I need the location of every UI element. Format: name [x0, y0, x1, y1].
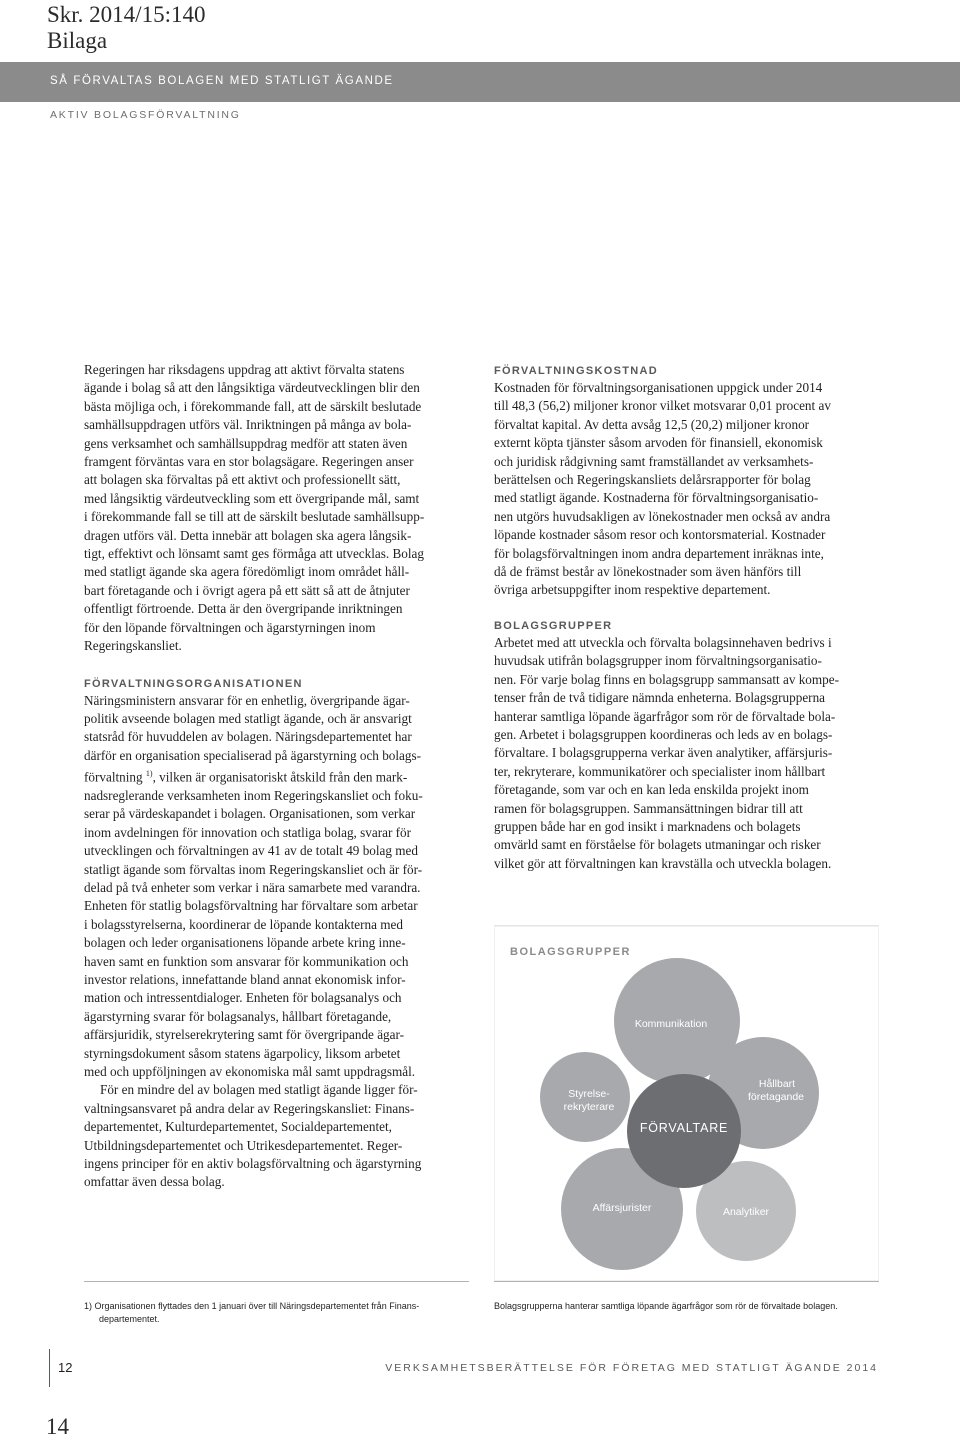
section-title: SÅ FÖRVALTAS BOLAGEN MED STATLIGT ÄGANDE — [50, 75, 394, 87]
text-line: i bolagsstyrelserna, koordinerar de löpande kontakterna med — [84, 916, 403, 932]
text-line: att bolagen ska förvaltas på ett aktivt och professionellt sätt, — [84, 472, 401, 488]
figure-divider — [494, 1281, 879, 1282]
text-line: mation och intressentdialoger. Enheten för bolagsanalys och — [84, 990, 402, 1006]
left-column — [84, 361, 469, 1192]
text-line: med statligt ägande. Kostnaderna för förvaltningsorganisatio- — [494, 490, 819, 506]
heading-forvaltningsorganisationen: FÖRVALTNINGSORGANISATIONEN — [84, 677, 303, 690]
bottom-page-number: 14 — [46, 1414, 69, 1439]
text-line: Arbetet med att utveckla och förvalta bolagsinnehaven bedrivs i — [494, 634, 832, 650]
text-line: förvaltare. I bolagsgrupperna verkar även analytiker, affärsjuris- — [494, 745, 833, 761]
text-line: gruppen både har en god insikt i marknadens och bolagets — [494, 818, 801, 834]
label-affarsjurister: Affärsjurister — [592, 1202, 652, 1214]
text-line: då de främst består av lönekostnader som även hänförs till — [494, 564, 802, 580]
text-line: För en mindre del av bolagen med statligt ägande ligger för- — [100, 1082, 418, 1098]
heading-forvaltningskostnad: FÖRVALTNINGSKOSTNAD — [494, 365, 659, 377]
footnote — [84, 1300, 469, 1326]
footnote-text: Organisationen flyttades den 1 januari över till Näringsdepartementet från Finans- — [94, 1301, 420, 1311]
text-line: gens verksamhet och samhällsuppdrag medför att staten även — [84, 435, 408, 451]
page-number: 12 — [58, 1360, 73, 1375]
cost-paragraph — [494, 379, 879, 600]
bolagsgrupper-diagram — [494, 926, 879, 1282]
text-line: löpande kostnader såsom resor och kontorsmaterial. Kostnader — [494, 527, 826, 543]
text-line: huvudsak utifrån bolagsgrupper inom förvaltningsorganisatio- — [494, 653, 822, 669]
text-line: till 48,3 (56,2) miljoner kronor vilket motsvarar 0,01 procent av — [494, 398, 831, 414]
text-line: med långsiktig värdeutveckling som ett övergripande mål, samt — [84, 490, 420, 506]
text-line: med och uppföljningen av ekonomiska mål samt uppdragsmål. — [84, 1064, 416, 1080]
text-line: Kostnaden för förvaltningsorganisationen uppgick under 2014 — [494, 380, 823, 395]
text-line: gen. Arbetet i bolagsgruppen koordineras och leds av en bolags- — [494, 726, 833, 742]
text-line: omvärld samt en förståelse för bolagets utmaningar och risker — [494, 837, 821, 853]
label-analytiker: Analytiker — [722, 1206, 770, 1218]
footnote-marker: 1) — [145, 769, 153, 779]
reference-label: Bilaga — [47, 28, 108, 53]
text-line: bästa möjliga och, i förekommande fall, att de särskilt beslutade — [84, 398, 422, 414]
text-line: ramen för bolagsgruppen. Sammansättningen bidrar till att — [494, 800, 803, 816]
text-line: ägande i bolag så att den långsiktiga värdeutvecklingen blir den — [84, 380, 420, 396]
text-line: serar på värdeskapandet i bolagen. Organisationen, som verkar — [84, 806, 416, 822]
text-line: framgent förväntas vara en stor bolagsägare. Regeringen anser — [84, 454, 414, 470]
text-line: politik avseende bolagen med statligt ägande, och är ansvarigt — [84, 710, 412, 726]
text-line: tigt, effektivt och lönsamt samt ges förmåga att utvecklas. Bolag — [84, 546, 424, 562]
text-line: Enheten för statlig bolagsförvaltning har förvaltare som arbetar — [84, 898, 418, 914]
text-line: ägarstyrning svarar för bolagsanalys, hållbart företagande, — [84, 1008, 392, 1024]
label-styrelse-line1: Styrelse- — [568, 1088, 610, 1100]
label-forvaltare: FÖRVALTARE — [639, 1121, 729, 1135]
text-line: haven samt en funktion som ansvarar för kommunikation och — [84, 953, 409, 969]
footnote-number: 1) — [84, 1301, 93, 1311]
text-line: Regeringen har riksdagens uppdrag att aktivt förvalta statens — [84, 362, 405, 377]
text-line: berättelsen och Regeringskansliets delårsrapporter för bolag — [494, 472, 811, 488]
label-styrelse-line2: rekryterare — [563, 1101, 615, 1113]
text-line: dragen utförs väl. Detta innebär att bolagen ska agera långsik- — [84, 527, 412, 543]
intro-paragraph — [84, 361, 469, 656]
text-line: ter, rekryterare, kommunikatörer och specialister inom hållbart — [494, 763, 826, 779]
label-hallbart-line1: Hållbart — [758, 1078, 796, 1090]
text-line: samhällsuppdragen utförs väl. Inriktningen på många av bola- — [84, 417, 412, 433]
right-column — [494, 363, 879, 873]
text-line: utvecklingen och förvaltningen av 41 av de totalt 49 bolag med — [84, 843, 418, 859]
text-line: övriga arbetsuppgifter inom respektive departement. — [494, 582, 771, 598]
text-line: i förekommande fall se till att de särskilt beslutade samhällsupp- — [84, 509, 425, 525]
text-line: Näringsministern ansvarar för en enhetlig, övergripande ägar- — [84, 692, 410, 708]
text-line: omfattar även dessa bolag. — [84, 1174, 225, 1190]
label-hallbart-line2: företagande — [747, 1091, 805, 1103]
text-line: valtningsansvaret på andra delar av Regeringskansliet: Finans- — [84, 1100, 415, 1116]
text-line: Utbildningsdepartementet och Utrikesdepartementet. Reger- — [84, 1137, 403, 1153]
text-line: investor relations, innefattande bland annat ekonomisk infor- — [84, 971, 406, 987]
footer-rule — [49, 1349, 50, 1387]
text-line: hanterar samtliga löpande ägarfrågor som rör de förvaltade bola- — [494, 708, 836, 724]
text-line: Regeringskansliet. — [84, 638, 182, 654]
text-line: vilket gör att förvaltningen kan kravställa och utveckla bolagen. — [494, 855, 832, 871]
organisation-paragraph — [84, 692, 469, 1082]
text-line: offentligt förtroende. Detta är den övergripande inriktningen — [84, 601, 403, 617]
text-line: externt köpta tjänster såsom arvoden för finansiell, ekonomisk — [494, 435, 823, 451]
text-line: delad på två enheter som verkar i nära samarbete med varandra. — [84, 879, 421, 895]
text-line: ingens principer för en aktiv bolagsförvaltning och ägarstyrning — [84, 1156, 422, 1172]
document-reference — [47, 2, 205, 54]
text-line: affärsjuridik, styrelserekrytering samt för övergripande ägar- — [84, 1027, 405, 1043]
text-line: med statligt ägande ska agera föredömligt inom området håll- — [84, 564, 410, 580]
text-fragment: , vilken är organisatoriskt åtskild från den mark- — [152, 769, 408, 785]
text-line: bart företagande och i övrigt agera på ett sätt så att de åtnjuter — [84, 582, 410, 598]
figure-caption: Bolagsgrupperna hanterar samtliga löpande ägarfrågor som rör de förvaltade bolagen. — [494, 1301, 838, 1311]
figure-title: BOLAGSGRUPPER — [510, 946, 631, 958]
text-line: nen utgörs huvudsakligen av lönekostnader men också av andra — [494, 508, 831, 524]
text-fragment: förvaltning — [84, 769, 146, 785]
text-line: bolagen och leder organisationens löpande arbete kring inne- — [84, 935, 406, 951]
text-line: statsråd för huvuddelen av bolagen. Näringsdepartementet har — [84, 729, 412, 745]
footnote-line2: departementet. — [99, 1314, 160, 1324]
footnote-divider — [84, 1281, 469, 1282]
text-line: nadsreglerande verksamheten inom Regeringskansliet och foku- — [84, 787, 423, 803]
text-line: inom avdelningen för innovation och statliga bolag, svarar för — [84, 824, 412, 840]
text-line: och juridisk rådgivning samt framställandet av verksamhets- — [494, 453, 814, 469]
footnote-line1 — [84, 1300, 469, 1313]
text-line: företagande, som var och en kan leda enskilda projekt inom — [494, 782, 809, 798]
text-line: tenser från de två tidigare nämnda enheterna. Bolagsgrupperna — [494, 690, 826, 706]
text-line: förvaltat kapital. Av detta avsåg 12,5 (20,2) miljoner kronor — [494, 416, 810, 432]
text-line: nen. För varje bolag finns en bolagsgrupp sammansatt av kompe- — [494, 671, 839, 687]
text-line: styrningsdokument såsom statens ägarpolicy, liksom arbetet — [84, 1045, 401, 1061]
text-line-with-footnote — [84, 765, 469, 787]
section-header-bar — [0, 62, 960, 102]
text-line: för bolagsförvaltningen inom andra departement inräknas inte, — [494, 545, 824, 561]
groups-paragraph — [494, 634, 879, 873]
other-departments-paragraph — [84, 1081, 469, 1191]
text-line: statligt ägande som förvaltas inom Regeringskansliet och är för- — [84, 861, 423, 877]
text-line: därför en organisation specialiserad på ägarstyrning och bolags- — [84, 747, 422, 763]
label-kommunikation: Kommunikation — [634, 1018, 708, 1030]
footer-title: VERKSAMHETSBERÄTTELSE FÖR FÖRETAG MED STATLIGT ÄGANDE 2014 — [385, 1362, 878, 1374]
text-line: för den löpande förvaltningen och ägarstyrningen inom — [84, 619, 376, 635]
reference-number: Skr. 2014/15:140 — [47, 2, 206, 27]
heading-bolagsgrupper: BOLAGSGRUPPER — [494, 619, 613, 632]
bolagsgrupper-figure — [494, 925, 879, 1281]
text-line: departementet, Kulturdepartementet, Socialdepartementet, — [84, 1119, 392, 1135]
section-subtitle: AKTIV BOLAGSFÖRVALTNING — [50, 109, 241, 121]
